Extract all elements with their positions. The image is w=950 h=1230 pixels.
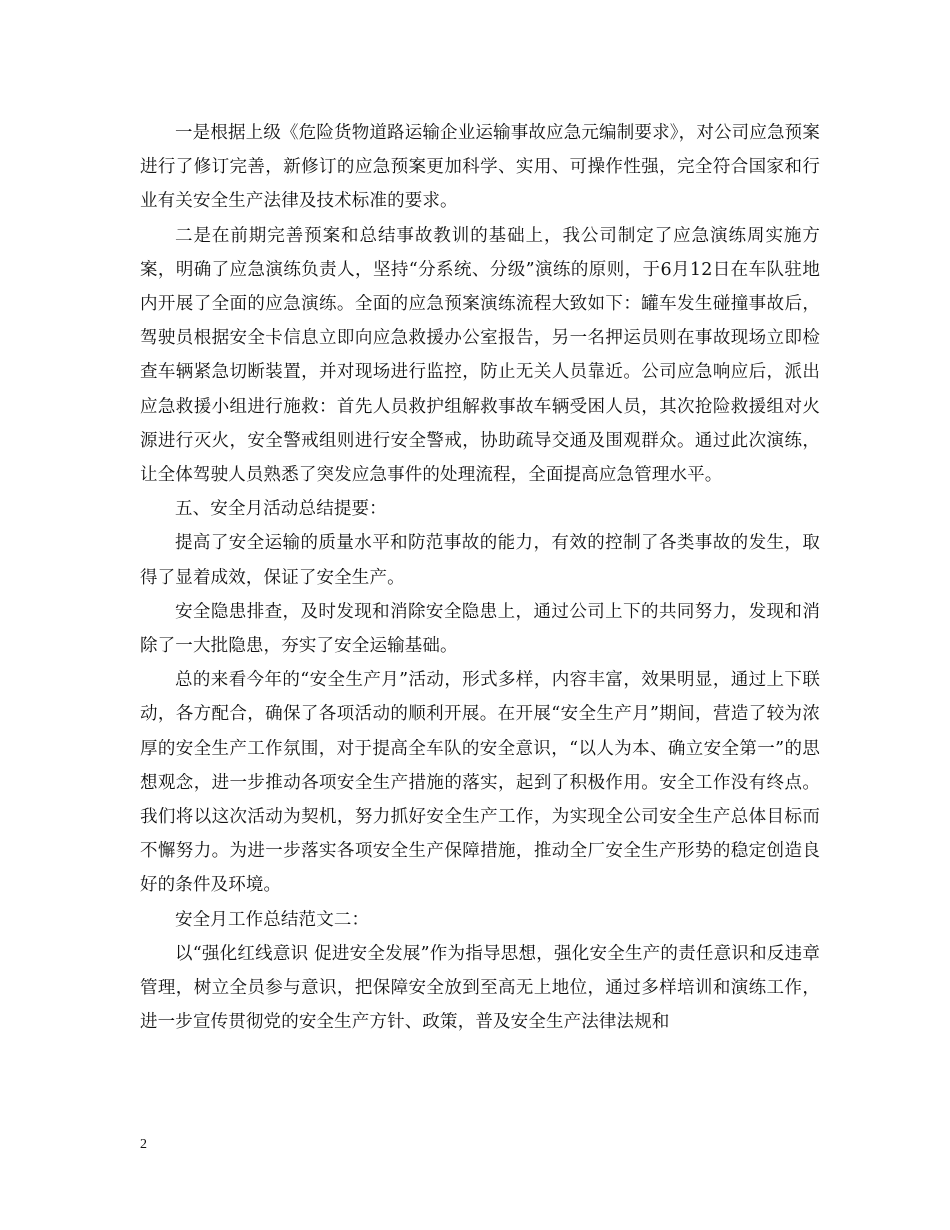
section-heading-safety-month-summary: 五、安全月活动总结提要： xyxy=(175,499,387,520)
paragraph-guiding-ideology: 以“强化红线意识 促进安全发展”作为指导思想，强化安全生产的责任意识和反违章管理，树立全员参与意识，把保障安全放到至高无上地位，通过多样培训和演练工作，进一步宣传贯彻党的安全生产方针、政策，普及安全生产法律法规和 xyxy=(140,943,820,1033)
paragraph-safety-level: 提高了安全运输的质量水平和防范事故的能力，有效的控制了各类事故的发生，取得了显着成效，保证了安全生产。 xyxy=(140,533,820,588)
document-body xyxy=(140,116,820,1039)
paragraph-emergency-drill: 二是在前期完善预案和总结事故教训的基础上，我公司制定了应急演练周实施方案，明确了应急演练负责人，坚持“分系统、分级”演练的原则，于6月12日在车队驻地内开展了全面的应急演练。全面的应急预案演练流程大致如下：罐车发生碰撞事故后，驾驶员根据安全卡信息立即向应急救援办公室报告，另一名押运员则在事故现场立即检查车辆紧急切断装置，并对现场进行监控，防止无关人员靠近。公司应急响应后，派出应急救援小组进行施救：首先人员救护组解救事故车辆受困人员，其次抢险救援组对火源进行灭火，安全警戒组则进行安全警戒，协助疏导交通及围观群众。通过此次演练，让全体驾驶人员熟悉了突发应急事件的处理流程，全面提高应急管理水平。 xyxy=(140,225,820,486)
paragraph-overall-summary: 总的来看今年的“安全生产月”活动，形式多样，内容丰富，效果明显，通过上下联动，各方配合，确保了各项活动的顺利开展。在开展“安全生产月”期间，营造了较为浓厚的安全生产工作氛围，对于提高全车队的安全意识，“以人为本、确立安全第一”的思想观念，进一步推动各项安全生产措施的落实，起到了积极作用。安全工作没有终点。我们将以这次活动为契机，努力抓好安全生产工作，为实现全公司安全生产总体目标而不懈努力。为进一步落实各项安全生产保障措施，推动全厂安全生产形势的稳定创造良好的条件及环境。 xyxy=(140,670,820,896)
paragraph-hazard-inspection: 安全隐患排查，及时发现和消除安全隐患上，通过公司上下的共同努力，发现和消除了一大批隐患，夯实了安全运输基础。 xyxy=(140,601,820,657)
page-number: 2 xyxy=(140,1137,147,1152)
section-heading-sample-two: 安全月工作总结范文二： xyxy=(175,909,370,930)
paragraph-emergency-plan-revision: 一是根据上级《危险货物道路运输企业运输事故应急元编制要求》，对公司应急预案进行了修订完善，新修订的应急预案更加科学、实用、可操作性强，完全符合国家和行业有关安全生产法律及技术标准的要求。 xyxy=(140,123,820,212)
